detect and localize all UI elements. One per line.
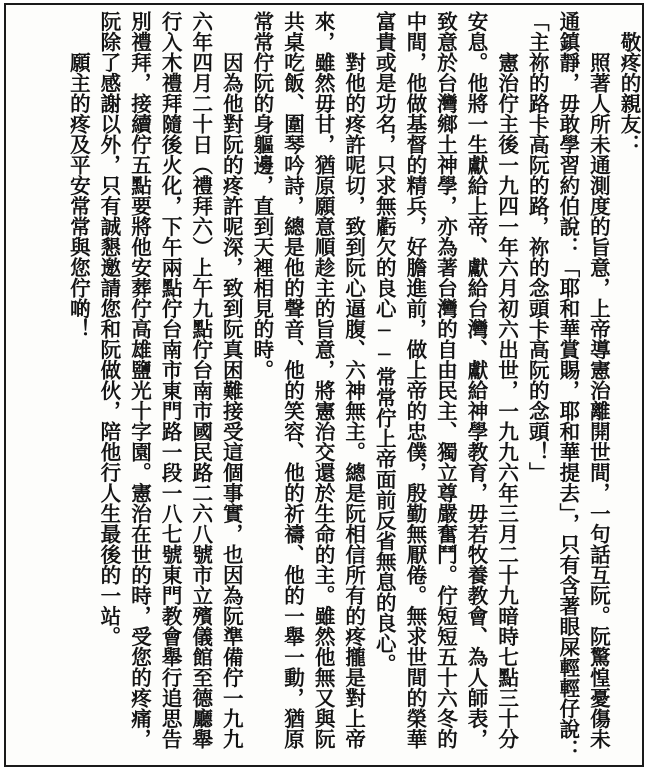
obituary-letter-text: [16, 11, 644, 763]
paragraph-opening: 照著人所未通測度的旨意，上帝導憲治離開世間，一句話互阮。阮驚惶憂傷未通鎮靜，毋敢學習約伯說：「耶和華賞賜，耶和華提去」，只有含著眼屎輕輕仔說：「主祢的路卡高阮的路，祢的念頭卡高阮的念頭！」: [525, 11, 611, 760]
paragraph-blessing: 願主的疼及平安常常與您佇啲！: [66, 11, 91, 339]
paragraph-biography: 憲治佇主後一九四一年六月初六出世，一九九六年三月二十九暗時七點三十分安息。他將一生獻給上帝、獻給台灣、獻給神學教育，毋若牧養教會、為人師表，致意於台灣鄉土神學，亦為著台灣的自由民主、獨立尊嚴奮鬥。佇短短五十六冬的中間，他做基督的精兵，好膽進前，做上帝的忠僕，殷勤無厭倦。無求世間的榮華富貴或是功名，只求無虧欠的良心──常常佇上帝面前反省無息的良心。: [372, 11, 519, 749]
notice-frame: [4, 3, 644, 767]
paragraph-faith: 對他的疼許呢切，致到阮心逼腹、六神無主。總是阮相信所有的疼攏是對上帝來，雖然毋甘，猶原願意順趁主的旨意，將憲治交還於生命的主。雖然他無又與阮共桌吃飯、圍琴吟詩，總是他的聲音、他的笑容、他的祈禱、他的一舉一動，猶原常常佇阮的身軀邊，直到天裡相見的時。: [249, 11, 366, 749]
salutation: 敬疼的親友：: [617, 11, 641, 155]
paragraph-service-details: 因為他對阮的疼許呢深，致到阮真困難接受這個事實，也因為阮準備佇一九九六年四月二十日（禮拜六）上午九點佇台南市國民路二六八號市立殯儀館至德廳舉行入木禮拜隨後火化，下午兩點佇台南市東門路一段一八七號東門教會舉行追思告別禮拜，接續佇五點要將他安葬佇高雄鹽光十字園。憲治在世的時，受您的疼痛，阮除了感謝以外，只有誠懇邀請您和阮做伙，陪他行人生最後的一站。: [96, 11, 244, 749]
